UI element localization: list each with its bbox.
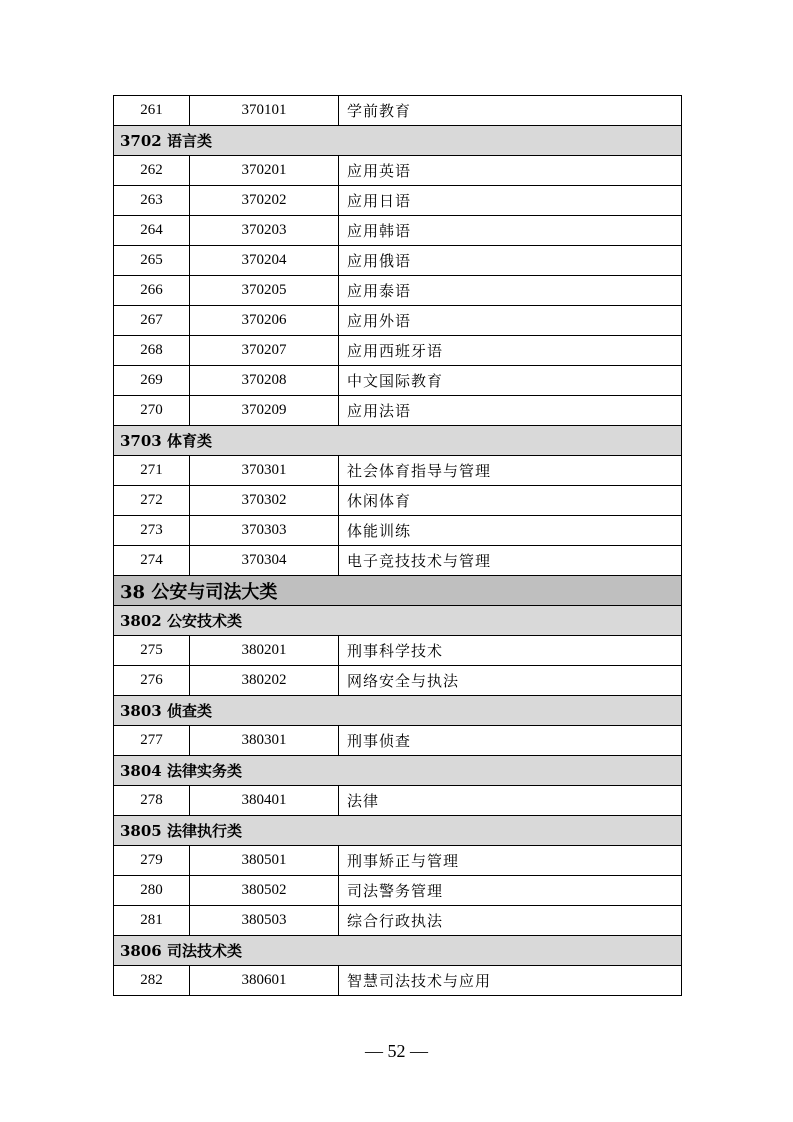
row-number: 262 xyxy=(114,156,190,186)
category-label: 3806 司法技术类 xyxy=(114,936,682,966)
row-number: 269 xyxy=(114,366,190,396)
row-number: 275 xyxy=(114,636,190,666)
table-row xyxy=(114,786,682,816)
program-code: 370203 xyxy=(190,216,339,246)
major-category-row xyxy=(114,576,682,606)
program-code: 370208 xyxy=(190,366,339,396)
program-code: 380301 xyxy=(190,726,339,756)
program-code: 380201 xyxy=(190,636,339,666)
row-number: 279 xyxy=(114,846,190,876)
program-code: 370205 xyxy=(190,276,339,306)
category-label: 3805 法律执行类 xyxy=(114,816,682,846)
program-code: 370304 xyxy=(190,546,339,576)
program-name: 应用韩语 xyxy=(339,216,682,246)
program-name: 社会体育指导与管理 xyxy=(339,456,682,486)
row-number: 272 xyxy=(114,486,190,516)
program-code: 370302 xyxy=(190,486,339,516)
table-row xyxy=(114,96,682,126)
program-code: 370301 xyxy=(190,456,339,486)
table-row xyxy=(114,336,682,366)
program-name: 体能训练 xyxy=(339,516,682,546)
table-row xyxy=(114,966,682,996)
row-number: 277 xyxy=(114,726,190,756)
table-row xyxy=(114,456,682,486)
category-label: 3802 公安技术类 xyxy=(114,606,682,636)
category-row xyxy=(114,696,682,726)
category-row xyxy=(114,816,682,846)
program-name: 应用法语 xyxy=(339,396,682,426)
program-code: 370201 xyxy=(190,156,339,186)
table-row xyxy=(114,306,682,336)
program-name: 应用英语 xyxy=(339,156,682,186)
program-code: 370206 xyxy=(190,306,339,336)
program-name: 应用日语 xyxy=(339,186,682,216)
program-code: 380401 xyxy=(190,786,339,816)
row-number: 266 xyxy=(114,276,190,306)
table-row xyxy=(114,486,682,516)
program-name: 学前教育 xyxy=(339,96,682,126)
program-name: 应用俄语 xyxy=(339,246,682,276)
category-label: 3703 体育类 xyxy=(114,426,682,456)
row-number: 271 xyxy=(114,456,190,486)
table-row xyxy=(114,366,682,396)
row-number: 281 xyxy=(114,906,190,936)
category-row xyxy=(114,426,682,456)
row-number: 265 xyxy=(114,246,190,276)
category-row xyxy=(114,126,682,156)
table-row xyxy=(114,156,682,186)
row-number: 278 xyxy=(114,786,190,816)
program-code: 380202 xyxy=(190,666,339,696)
program-name: 刑事矫正与管理 xyxy=(339,846,682,876)
table-row xyxy=(114,666,682,696)
category-row xyxy=(114,606,682,636)
table-row xyxy=(114,636,682,666)
category-label: 3803 侦查类 xyxy=(114,696,682,726)
category-label: 3804 法律实务类 xyxy=(114,756,682,786)
program-code: 380501 xyxy=(190,846,339,876)
row-number: 268 xyxy=(114,336,190,366)
category-label: 3702 语言类 xyxy=(114,126,682,156)
program-name: 刑事科学技术 xyxy=(339,636,682,666)
row-number: 270 xyxy=(114,396,190,426)
program-name: 中文国际教育 xyxy=(339,366,682,396)
program-name: 网络安全与执法 xyxy=(339,666,682,696)
table-row xyxy=(114,516,682,546)
program-name: 刑事侦查 xyxy=(339,726,682,756)
program-code: 370303 xyxy=(190,516,339,546)
program-code: 370207 xyxy=(190,336,339,366)
table-row xyxy=(114,906,682,936)
row-number: 280 xyxy=(114,876,190,906)
table-row xyxy=(114,846,682,876)
program-code: 370101 xyxy=(190,96,339,126)
table-row xyxy=(114,726,682,756)
program-code: 380503 xyxy=(190,906,339,936)
program-table-body xyxy=(114,96,682,996)
program-code: 370204 xyxy=(190,246,339,276)
table-row xyxy=(114,396,682,426)
major-category-label: 38 公安与司法大类 xyxy=(114,576,682,606)
program-code: 380502 xyxy=(190,876,339,906)
program-name: 休闲体育 xyxy=(339,486,682,516)
program-code: 370202 xyxy=(190,186,339,216)
program-name: 电子竞技技术与管理 xyxy=(339,546,682,576)
program-name: 应用西班牙语 xyxy=(339,336,682,366)
table-row xyxy=(114,246,682,276)
row-number: 274 xyxy=(114,546,190,576)
row-number: 261 xyxy=(114,96,190,126)
program-name: 综合行政执法 xyxy=(339,906,682,936)
program-name: 应用泰语 xyxy=(339,276,682,306)
program-name: 智慧司法技术与应用 xyxy=(339,966,682,996)
row-number: 264 xyxy=(114,216,190,246)
program-table xyxy=(113,95,682,996)
category-row xyxy=(114,756,682,786)
table-row xyxy=(114,186,682,216)
page-number: — 52 — xyxy=(365,1041,428,1061)
row-number: 263 xyxy=(114,186,190,216)
row-number: 273 xyxy=(114,516,190,546)
table-row xyxy=(114,216,682,246)
program-code: 370209 xyxy=(190,396,339,426)
table-row xyxy=(114,546,682,576)
category-row xyxy=(114,936,682,966)
program-name: 司法警务管理 xyxy=(339,876,682,906)
table-row xyxy=(114,276,682,306)
table-row xyxy=(114,876,682,906)
row-number: 282 xyxy=(114,966,190,996)
row-number: 267 xyxy=(114,306,190,336)
program-name: 应用外语 xyxy=(339,306,682,336)
program-code: 380601 xyxy=(190,966,339,996)
row-number: 276 xyxy=(114,666,190,696)
program-name: 法律 xyxy=(339,786,682,816)
